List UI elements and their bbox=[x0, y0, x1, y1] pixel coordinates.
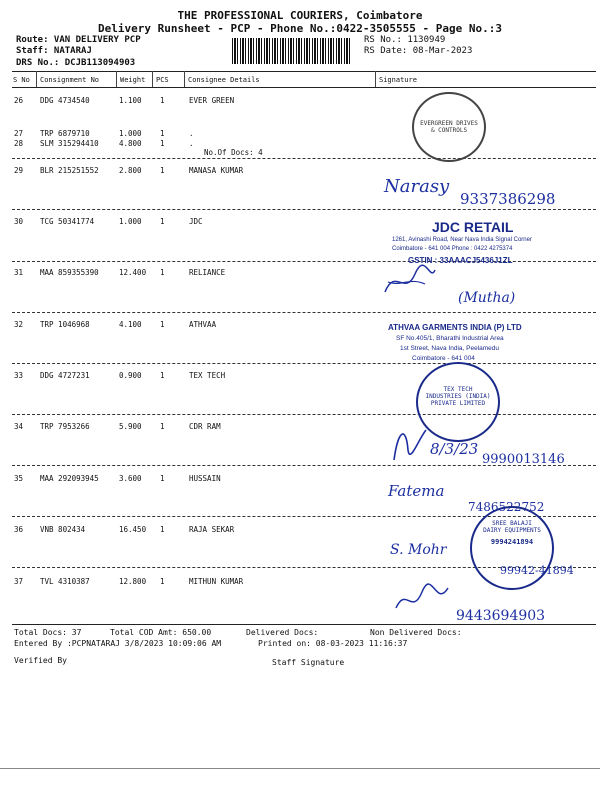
row-sno: 29 bbox=[14, 166, 24, 175]
row-weight: 4.100 bbox=[119, 320, 142, 329]
row-pcs: 1 bbox=[160, 217, 165, 226]
row-sno: 37 bbox=[14, 577, 24, 586]
row-sno: 31 bbox=[14, 268, 24, 277]
athvaa-stamp-line3: 1st Street, Nava India, Peelamedu bbox=[400, 345, 500, 352]
rs-number: RS No.: 1130949 bbox=[364, 35, 446, 45]
row-consignment: MAA 292093945 bbox=[40, 474, 99, 483]
col-divider bbox=[36, 71, 37, 87]
signature-s-mohr: S. Mohr bbox=[390, 542, 447, 558]
table-top-rule bbox=[12, 71, 596, 72]
row-weight: 16.450 bbox=[119, 525, 147, 534]
athvaa-stamp-line2: SF No.405/1, Bharathi Industrial Area bbox=[396, 335, 504, 342]
handwritten-phone-29: 9337386298 bbox=[460, 190, 556, 208]
col-header-weight: Weight bbox=[120, 76, 146, 84]
row-sno: 28 bbox=[14, 139, 24, 148]
row-pcs: 1 bbox=[160, 139, 165, 148]
row-pcs: 1 bbox=[160, 129, 165, 138]
row-sno: 32 bbox=[14, 320, 24, 329]
row-consignee: CDR RAM bbox=[189, 422, 221, 431]
row-sno: 27 bbox=[14, 129, 24, 138]
row-separator bbox=[12, 312, 596, 313]
row-weight: 1.000 bbox=[119, 129, 142, 138]
row-consignee: ATHVAA bbox=[189, 320, 217, 329]
athvaa-stamp-line1: ATHVAA GARMENTS INDIA (P) LTD bbox=[388, 323, 522, 332]
row-consignee: MANASA KUMAR bbox=[189, 166, 244, 175]
row-consignment: MAA 859355390 bbox=[40, 268, 99, 277]
row-pcs: 1 bbox=[160, 525, 165, 534]
row-consignee: HUSSAIN bbox=[189, 474, 221, 483]
sree-balaji-stamp bbox=[470, 506, 554, 590]
row-consignment: TCG 50341774 bbox=[40, 217, 95, 226]
sree-balaji-stamp-text: SREE BALAJI DAIRY EQUIPMENTS bbox=[483, 520, 541, 534]
evergreen-stamp bbox=[412, 92, 486, 162]
row-separator bbox=[12, 158, 596, 159]
no-of-docs: No.Of Docs: 4 bbox=[204, 148, 263, 157]
drs-number: DRS No.: DCJB113094903 bbox=[16, 58, 136, 68]
row-pcs: 1 bbox=[160, 96, 165, 105]
row-consignee: . bbox=[189, 139, 194, 148]
sree-balaji-stamp-phone: 9994241894 bbox=[490, 538, 534, 546]
row-pcs: 1 bbox=[160, 371, 165, 380]
row-sno: 35 bbox=[14, 474, 24, 483]
row-consignee: MITHUN KUMAR bbox=[189, 577, 244, 586]
row-consignee: TEX TECH bbox=[189, 371, 226, 380]
delivered-docs: Delivered Docs: bbox=[246, 628, 319, 637]
jdc-stamp-title: JDC RETAIL bbox=[432, 219, 514, 235]
row-pcs: 1 bbox=[160, 320, 165, 329]
row-weight: 3.600 bbox=[119, 474, 142, 483]
handwritten-date-34: 8/3/23 bbox=[430, 440, 479, 458]
entered-by: Entered By :PCPNATARAJ 3/8/2023 10:09:06 AM bbox=[14, 639, 222, 648]
row-weight: 4.800 bbox=[119, 139, 142, 148]
row-consignment: VNB 802434 bbox=[40, 525, 86, 534]
col-divider bbox=[184, 71, 185, 87]
non-delivered-docs: Non Delivered Docs: bbox=[370, 628, 462, 637]
row-consignment: TRP 7953266 bbox=[40, 422, 90, 431]
total-cod-amount: Total COD Amt: 650.00 bbox=[110, 628, 212, 637]
signature-mithun-scribble bbox=[392, 578, 452, 618]
route-label: Route: VAN DELIVERY PCP bbox=[16, 35, 141, 45]
row-sno: 33 bbox=[14, 371, 24, 380]
verified-by: Verified By bbox=[14, 656, 67, 665]
row-pcs: 1 bbox=[160, 166, 165, 175]
company-title: THE PROFESSIONAL COURIERS, Coimbatore bbox=[177, 9, 423, 22]
row-separator bbox=[12, 414, 596, 415]
row-consignee: . bbox=[189, 129, 194, 138]
handwritten-phone-37: 9443694903 bbox=[456, 608, 546, 624]
row-weight: 12.400 bbox=[119, 268, 147, 277]
staff-label: Staff: NATARAJ bbox=[16, 46, 92, 56]
col-header-consignment: Consignment No bbox=[40, 76, 100, 84]
row-sno: 36 bbox=[14, 525, 24, 534]
handwritten-phone-36: 99942-41894 bbox=[500, 564, 574, 577]
jdc-stamp-line1: 1261, Avinashi Road, Near Nava India Signal Corner bbox=[392, 237, 532, 243]
row-pcs: 1 bbox=[160, 422, 165, 431]
rs-date: RS Date: 08-Mar-2023 bbox=[364, 46, 473, 56]
jdc-stamp-line2: Coimbatore - 641 004 Phone : 0422 4275374 bbox=[392, 246, 513, 252]
signature-cdr-scribble bbox=[386, 420, 436, 464]
col-header-sno: S No bbox=[13, 76, 30, 84]
row-consignment: BLR 215251552 bbox=[40, 166, 99, 175]
row-weight: 12.800 bbox=[119, 577, 147, 586]
athvaa-stamp-line4: Coimbatore - 641 004 bbox=[412, 355, 475, 362]
row-consignment: TRP 6879710 bbox=[40, 129, 90, 138]
row-consignee: JDC bbox=[189, 217, 203, 226]
handwritten-phone-35: 7486522752 bbox=[468, 500, 545, 514]
row-consignee: EVER GREEN bbox=[189, 96, 235, 105]
jdc-stamp-gstin: GSTIN : 33AAACJ5436J1ZL bbox=[408, 256, 513, 265]
row-sno: 30 bbox=[14, 217, 24, 226]
row-separator bbox=[12, 363, 596, 364]
col-header-consignee: Consignee Details bbox=[188, 76, 260, 84]
evergreen-stamp-text: EVERGREEN DRIVES & CONTROLS bbox=[420, 120, 478, 134]
row-separator bbox=[12, 209, 596, 210]
row-consignment: TVL 4310387 bbox=[40, 577, 90, 586]
col-divider bbox=[116, 71, 117, 87]
handwritten-phone-34: 9990013146 bbox=[482, 452, 565, 467]
row-consignment: SLM 315294410 bbox=[40, 139, 99, 148]
row-sno: 34 bbox=[14, 422, 24, 431]
runsheet-title: Delivery Runsheet - PCP - Phone No.:0422-3505555 - Page No.:3 bbox=[98, 22, 502, 35]
col-header-signature: Signature bbox=[379, 76, 417, 84]
staff-signature: Staff Signature bbox=[272, 658, 345, 667]
textech-stamp-text: TEX TECH INDUSTRIES (INDIA) PRIVATE LIMITED bbox=[425, 386, 491, 407]
row-weight: 2.800 bbox=[119, 166, 142, 175]
row-consignment: DDG 4734540 bbox=[40, 96, 90, 105]
signature-mutha: (Mutha) bbox=[458, 290, 516, 306]
scan-edge-line bbox=[0, 768, 600, 769]
col-header-pcs: PCS bbox=[156, 76, 169, 84]
row-consignment: DDG 4727231 bbox=[40, 371, 90, 380]
row-weight: 1.000 bbox=[119, 217, 142, 226]
signature-narasy: Narasy bbox=[384, 176, 450, 197]
signature-reliance-scribble bbox=[380, 262, 440, 302]
row-pcs: 1 bbox=[160, 474, 165, 483]
row-consignment: TRP 1046968 bbox=[40, 320, 90, 329]
row-consignee: RAJA SEKAR bbox=[189, 525, 235, 534]
row-weight: 5.900 bbox=[119, 422, 142, 431]
col-divider bbox=[375, 71, 376, 87]
signature-fatema: Fatema bbox=[388, 482, 445, 500]
table-header-rule bbox=[12, 87, 596, 88]
printed-on: Printed on: 08-03-2023 11:16:37 bbox=[258, 639, 408, 648]
row-consignee: RELIANCE bbox=[189, 268, 226, 277]
col-divider bbox=[152, 71, 153, 87]
row-weight: 1.100 bbox=[119, 96, 142, 105]
row-pcs: 1 bbox=[160, 268, 165, 277]
row-sno: 26 bbox=[14, 96, 24, 105]
table-bottom-rule bbox=[12, 624, 596, 625]
barcode bbox=[232, 38, 352, 64]
row-weight: 0.900 bbox=[119, 371, 142, 380]
row-pcs: 1 bbox=[160, 577, 165, 586]
total-docs: Total Docs: 37 bbox=[14, 628, 82, 637]
